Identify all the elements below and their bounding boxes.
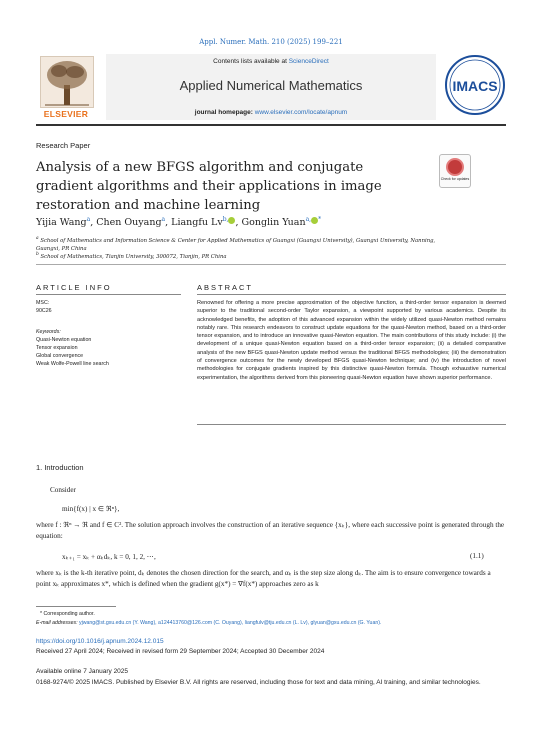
- equation-min: min{f(x) | x ∈ ℜⁿ},: [62, 505, 120, 513]
- doi-link[interactable]: https://doi.org/10.1016/j.apnum.2024.12.015: [36, 638, 164, 645]
- author-name[interactable]: Gonglin Yuan: [241, 217, 306, 228]
- intro-paragraph-2: where xₖ is the k-th iterative point, dₖ denotes the chosen direction for the search, and αₖ is the step size along dₖ. The aim is to ensure convergence towards a point xₖ approximates x*, which is defined when the gradient g(x*) = ∇f(x*) approaches zero as k: [36, 569, 491, 588]
- abstract-bottom-divider: [197, 424, 506, 425]
- imacs-wordmark: IMACS: [452, 78, 498, 94]
- author-list: Yijia Wang$^a$, Chen Ouyang$^a$, Liangfu $Lv^{b,}$ , Gonglin Yuan$^{a,}$ *: [36, 216, 322, 228]
- sciencedirect-link[interactable]: ScienceDirect: [288, 58, 329, 65]
- article-type: Research Paper: [36, 141, 91, 150]
- journal-reference[interactable]: Appl. Numer. Math. 210 (2025) 199–221: [199, 38, 343, 46]
- keyword-item: Quasi-Newton equation: [36, 337, 92, 343]
- author-affil-mark[interactable]: a: [86, 216, 91, 223]
- contents-prefix: Contents lists available at: [213, 58, 287, 65]
- paper-title: Analysis of a new BFGS algorithm and conjugate gradient algorithms and their applications in image restoration and machine learning: [36, 160, 382, 213]
- email-label: E-mail addresses:: [36, 620, 78, 626]
- orcid-icon[interactable]: [228, 217, 235, 224]
- author-affil-mark[interactable]: a,: [305, 216, 312, 223]
- author-name[interactable]: Liangfu Lv: [171, 217, 223, 228]
- journal-header: [36, 54, 506, 120]
- footnote-corresponding-text: Corresponding author.: [43, 611, 95, 617]
- affiliation-b: $^b$ School of Mathematics, Tianjin University, 300072, Tianjin, PR China: [36, 252, 227, 260]
- section-heading-introduction: 1. Introduction: [36, 463, 84, 472]
- abstract-divider: [197, 294, 506, 295]
- affiliation-a-text: School of Mathematics and Information Science & Center for Applied Mathematics of Guangxi (Guangxi University), Guangxi University, Nanning, Guangxi, PR China: [36, 237, 436, 252]
- keywords-label: Keywords:: [36, 329, 61, 335]
- intro-consider: Consider: [50, 486, 76, 494]
- affiliation-divider: [36, 264, 506, 265]
- keyword-item: Weak Wolfe-Powell line search: [36, 361, 109, 367]
- author-name[interactable]: Yijia Wang: [36, 217, 87, 228]
- corresponding-star-icon[interactable]: *: [318, 216, 322, 223]
- msc-code: 90C26: [36, 308, 52, 314]
- email-links[interactable]: yjwang@st.gxu.edu.cn (Y. Wang), a124413760@126.com (C. Ouyang), liangfulv@tju.edu.cn (L. Lv), glyuan@gxu.edu.cn (G. Yuan).: [78, 620, 382, 626]
- homepage-line: [106, 109, 436, 116]
- equation-number: (1.1): [470, 552, 484, 560]
- homepage-prefix: journal homepage:: [194, 109, 253, 116]
- affiliation-a: $^a$ School of Mathematics and Information Science & Center for Applied Mathematics of Guangxi (Guangxi University), Guangxi University, Nanning, Guangxi, PR China: [36, 236, 436, 252]
- abstract-heading: ABSTRACT: [197, 283, 254, 292]
- footnote-corresponding: * Corresponding author.: [40, 611, 95, 617]
- check-for-updates-badge[interactable]: [439, 154, 471, 188]
- article-info-divider: [36, 294, 181, 295]
- check-updates-label: Check for updates: [440, 177, 470, 181]
- imacs-logo[interactable]: [444, 54, 506, 116]
- tree-icon: [40, 56, 94, 108]
- author-affil-mark[interactable]: a: [161, 216, 166, 223]
- abstract-body: Renowned for offering a more precise approximation of the objective function, a third-order tensor expansion is deemed superior to the traditional second-order Taylor expansion, a viewpoint supported by various academics. Despite its acknowledged benefits, the adoption of this advanced expansion within the widely utilized quasi-Newton method remains notably rare. This research endeavors to construct update equations for the quasi-Newton method, based on a third-order tensor expansion, and to introduce an innovative quasi-Newton equation. The main contributions of this study include: (i) the development of a unique quasi-Newton equation based on a third-order tensor expansion; (ii) a detailed comparative analysis of the new BFGS quasi-Newton update method versus the traditional BFGS methodologies; (iii) the demonstration of convergence outcomes for the newly developed BFGS quasi-Newton technique; and (iv) the introduction of novel methodologies for conjugate gradients inspired by this distinctive quasi-Newton formula. Though exhaustive numerical experimentation, the algorithms derived from this pioneering quasi-Newton equation have shown superior performance.: [197, 300, 506, 381]
- footnote-divider: [36, 606, 116, 607]
- elsevier-logo[interactable]: [36, 54, 96, 120]
- copyright-notice: 0168-9274/© 2025 IMACS. Published by Elsevier B.V. All rights are reserved, including those for text and data mining, AI training, and similar technologies.: [36, 679, 481, 686]
- header-divider: [36, 124, 506, 126]
- check-updates-icon: [446, 158, 464, 176]
- intro-paragraph-1: where f : ℜⁿ → ℜ and f ∈ C². The solution approach involves the construction of an iterative sequence {xₖ}, where each successive point is generated through the equation:: [36, 521, 505, 540]
- elsevier-wordmark: ELSEVIER: [43, 109, 89, 119]
- received-dates: Received 27 April 2024; Received in revised form 29 September 2024; Accepted 30 December 2024: [36, 648, 325, 655]
- available-online: Available online 7 January 2025: [36, 668, 129, 675]
- author-affil-mark[interactable]: b,: [222, 216, 229, 223]
- affiliation-b-text: School of Mathematics, Tianjin University, 300072, Tianjin, PR China: [40, 253, 227, 260]
- keyword-item: Global convergence: [36, 353, 84, 359]
- homepage-link[interactable]: www.elsevier.com/locate/apnum: [254, 109, 348, 116]
- author-name[interactable]: Chen Ouyang: [96, 217, 162, 228]
- keyword-item: Tensor expansion: [36, 345, 78, 351]
- footnote-emails: [36, 620, 381, 626]
- journal-banner: [106, 54, 436, 120]
- contents-line: [106, 58, 436, 65]
- journal-title: Applied Numerical Mathematics: [179, 78, 363, 93]
- article-info-heading: ARTICLE INFO: [36, 283, 112, 292]
- msc-label: MSC:: [36, 300, 50, 306]
- equation-iteration: xₖ₊₁ = xₖ + αₖdₖ, k = 0, 1, 2, ⋯,: [62, 553, 156, 561]
